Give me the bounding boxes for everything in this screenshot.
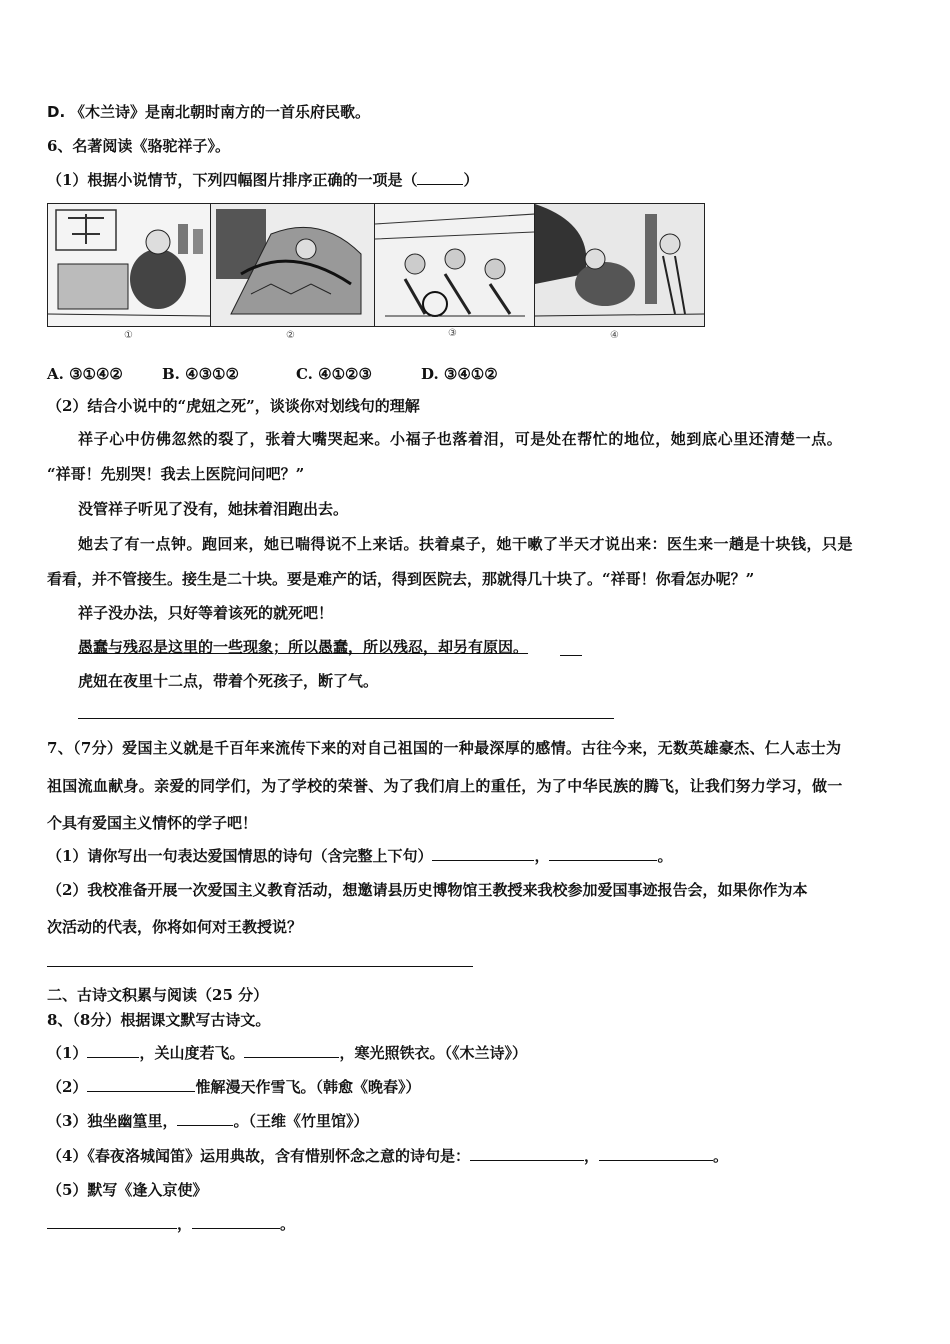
q6-sub1-prefix: （1）根据小说情节，下列四幅图片排序正确的一项是（ — [47, 171, 418, 189]
q7-sub1-prefix: （1）请你写出一句表达爱国情思的诗句（含完整上下句） — [47, 847, 433, 865]
q8-line-5: （5）默写《逢入京使》 — [47, 1181, 208, 1199]
q8-l2-end: 惟解漫天作雪飞。（韩愈《晚春》） — [195, 1078, 421, 1096]
passage-line-1: 祥子心中仿佛忽然的裂了，张着大嘴哭起来。小福子也落着泪，可是处在帮忙的地位，她到底心里还清楚一点。 — [78, 430, 843, 448]
q8-blank-6[interactable] — [599, 1146, 713, 1161]
q7-sub2-line-2: 次活动的代表，你将如何对王教授说？ — [47, 918, 303, 936]
q8-l3-start: （3）独坐幽篁里， — [47, 1112, 178, 1130]
q8-blank-7[interactable] — [47, 1214, 177, 1229]
q8-l6-comma: ， — [177, 1215, 193, 1233]
q7-answer-line[interactable] — [47, 966, 473, 967]
underline-extension — [560, 655, 582, 656]
q8-blank-5[interactable] — [470, 1146, 584, 1161]
picture-4 — [535, 204, 704, 326]
passage-line-3: 没管祥子听见了没有，她抹着泪跑出去。 — [78, 500, 349, 518]
picture-3 — [375, 204, 535, 326]
picture-2 — [211, 204, 374, 326]
q8-l4-comma: ， — [583, 1147, 599, 1165]
q8-l3-end: 。（王维《竹里馆》） — [233, 1112, 369, 1130]
q8-blank-3[interactable] — [87, 1077, 195, 1092]
option-d-letter: D. — [47, 103, 66, 121]
q8-l1-mid: ，关山度若飞。 — [139, 1044, 245, 1062]
picture-1 — [48, 204, 211, 326]
passage-line-4: 她去了有一点钟。跑回来，她已喘得说不上来话。扶着桌子，她干嗽了半天才说出来：医生来一趟是十块钱，只是 — [78, 535, 854, 553]
option-d-line — [47, 102, 370, 122]
q8-line-1 — [47, 1043, 527, 1063]
q8-l2-number: （2） — [47, 1078, 88, 1096]
q8-blank-1[interactable] — [87, 1043, 139, 1058]
q7-period: 。 — [657, 847, 673, 865]
q6-option-a: A. ③①④② — [47, 365, 123, 383]
q7-sub2-line-1: （2）我校准备开展一次爱国主义教育活动，想邀请县历史博物馆王教授来我校参加爱国事迹报告会，如果你作为本 — [47, 881, 808, 899]
q7-intro-2: 祖国流血献身。亲爱的同学们，为了学校的荣誉、为了我们肩上的重任，为了中华民族的腾飞，让我们努力学习，做一 — [47, 777, 843, 795]
q8-l6-period: 。 — [280, 1215, 296, 1233]
passage-line-2: “祥哥！先别哭！我去上医院问问吧？” — [47, 465, 305, 483]
q6-option-c: C. ④①②③ — [296, 365, 372, 383]
q7-sub1 — [47, 846, 672, 866]
picture-label-2: ② — [286, 330, 295, 341]
q8-line-3 — [47, 1111, 368, 1131]
passage-line-5: 看看，并不管接生。接生是二十块。要是难产的话，得到医院去，那就得几十块了。“祥哥！你看怎办呢？” — [47, 570, 755, 588]
q6-sub1 — [47, 170, 478, 190]
q7-intro-3: 个具有爱国主义情怀的学子吧！ — [47, 814, 258, 832]
q7-blank-2[interactable] — [549, 846, 657, 861]
q8-blank-4[interactable] — [177, 1111, 233, 1126]
picture-label-4: ④ — [610, 330, 619, 341]
underlined-sentence: 愚蠢与残忍是这里的一些现象；所以愚蠢，所以残忍，却另有原因。 — [78, 638, 529, 656]
q8-l4-start: （4）《春夜洛城闻笛》运用典故，含有惜别怀念之意的诗句是： — [47, 1147, 470, 1165]
passage-line-6: 祥子没办法，只好等着该死的就死吧！ — [78, 604, 334, 622]
q7-comma: ， — [534, 847, 550, 865]
q6-option-d: D. ③④①② — [421, 365, 498, 383]
q8-line-2 — [47, 1077, 420, 1097]
q8-l4-period: 。 — [712, 1147, 728, 1165]
q8-line-4 — [47, 1146, 728, 1166]
q6-answer-line[interactable] — [78, 718, 614, 719]
q8-title: 8、（8分）根据课文默写古诗文。 — [47, 1011, 271, 1029]
q6-option-b: B. ④③①② — [162, 365, 239, 383]
q8-line-6 — [47, 1214, 295, 1234]
q7-blank-1[interactable] — [432, 846, 534, 861]
passage-line-8: 虎妞在夜里十二点，带着个死孩子，断了气。 — [78, 672, 379, 690]
option-d-text: 《木兰诗》是南北朝时南方的一首乐府民歌。 — [69, 103, 370, 121]
section-2-heading: 二、古诗文积累与阅读（25 分） — [47, 986, 269, 1004]
q8-l1-number: （1） — [47, 1044, 88, 1062]
picture-label-3: ③ — [448, 328, 457, 339]
q8-blank-2[interactable] — [244, 1043, 339, 1058]
q6-title: 6、名著阅读《骆驼祥子》。 — [47, 137, 230, 155]
q7-intro-1: 7、（7分）爱国主义就是千百年来流传下来的对自己祖国的一种最深厚的感情。古往今来，无数英雄豪杰、仁人志士为 — [47, 739, 842, 757]
q6-sub1-suffix: ） — [463, 171, 479, 189]
q6-sub2: （2）结合小说中的“虎妞之死”，谈谈你对划线句的理解 — [47, 397, 420, 415]
picture-label-1: ① — [124, 330, 133, 341]
q8-blank-8[interactable] — [192, 1214, 280, 1229]
story-pictures — [47, 203, 705, 327]
q8-l1-end: ，寒光照铁衣。（《木兰诗》） — [339, 1044, 527, 1062]
q6-sub1-answer-blank[interactable] — [417, 170, 463, 185]
